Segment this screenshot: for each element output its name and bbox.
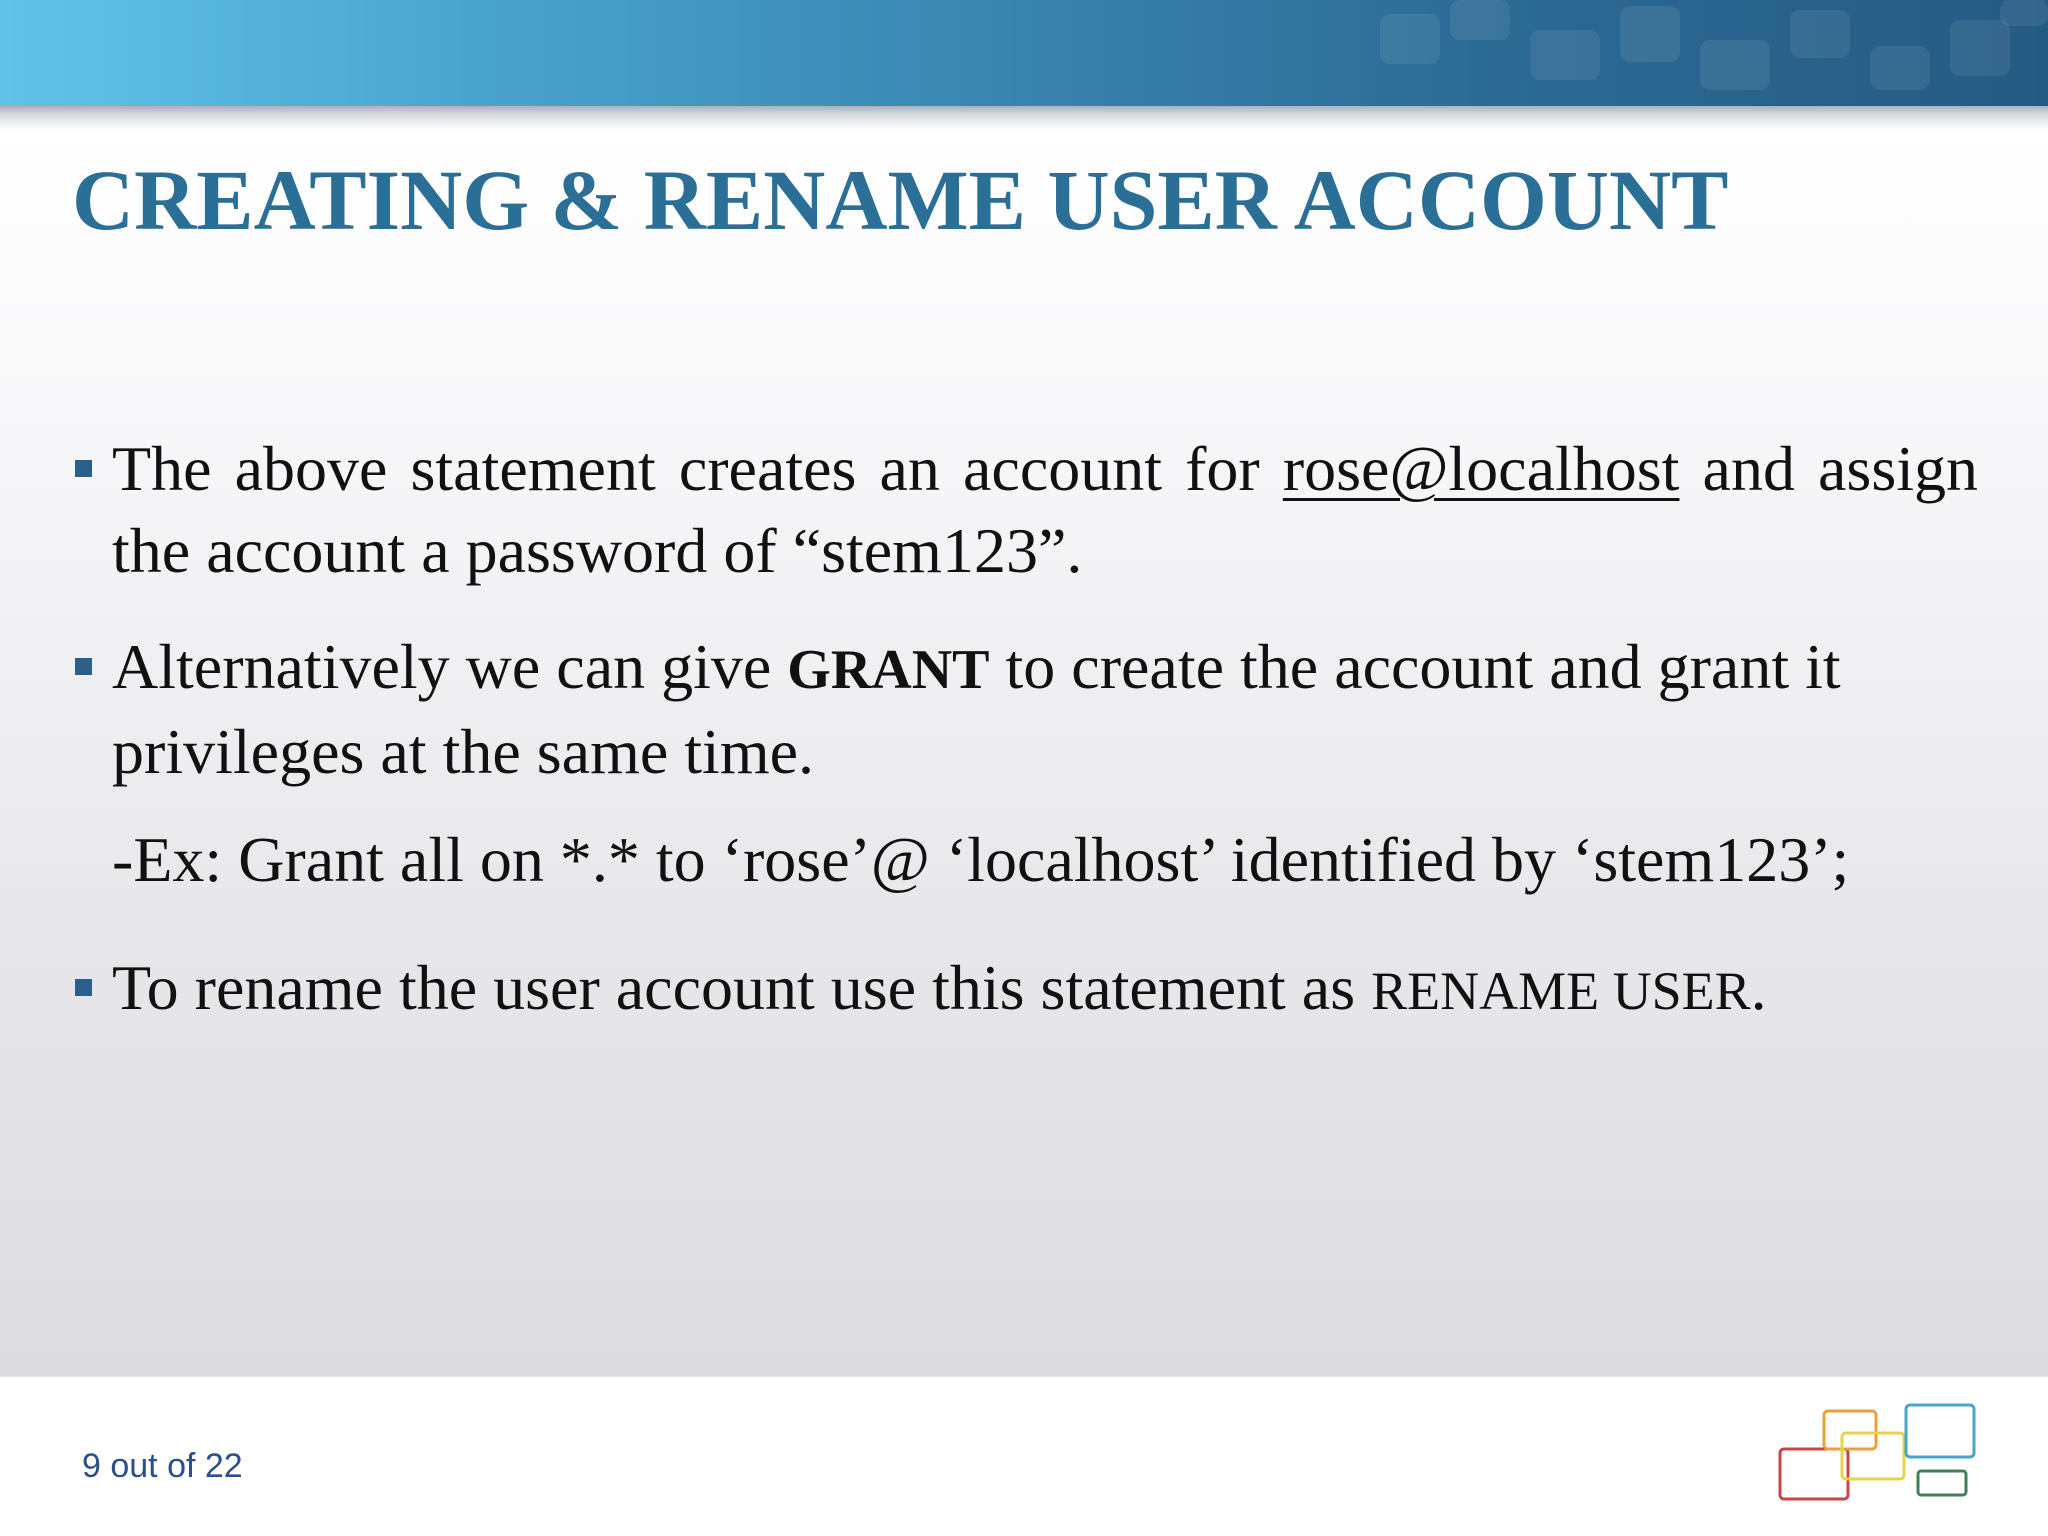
square-bullet-icon (75, 979, 92, 996)
bullet-item-grant (72, 626, 1978, 793)
example-statement: -Ex: Grant all on *.* to ‘rose’@ ‘localhost’ identified by ‘stem123’; (112, 824, 1850, 895)
grant-keyword: GRANT (787, 639, 990, 701)
overlapping-rectangles-logo (1770, 1395, 2020, 1515)
square-bullet-icon (75, 658, 92, 675)
bullet-item-create-account (72, 428, 1978, 592)
page-number: 9 out of 22 (82, 1447, 243, 1485)
square-bullet-icon (75, 460, 92, 477)
bullet-text: To rename the user account use this statement as (112, 952, 1356, 1023)
rename-keyword: RENAME USER (1371, 961, 1751, 1021)
bullet-text: The above statement creates an account for (112, 433, 1260, 504)
header-banner (0, 0, 2048, 106)
bullet-text: . (1750, 952, 1767, 1023)
account-link[interactable]: rose@localhost (1282, 433, 1680, 504)
bullet-item-rename (72, 947, 1978, 1032)
bullet-text: and assign the account a password of “stem123”. (112, 433, 1979, 586)
header-shadow (0, 106, 2048, 130)
bullet-text: to create the account and grant it privileges at the same time. (112, 631, 1841, 787)
slide-title: CREATING & RENAME USER ACCOUNT (72, 152, 1729, 248)
bullet-list (72, 428, 1978, 1032)
bullet-text: Alternatively we can give (112, 631, 772, 702)
footer-area (0, 1376, 2048, 1536)
